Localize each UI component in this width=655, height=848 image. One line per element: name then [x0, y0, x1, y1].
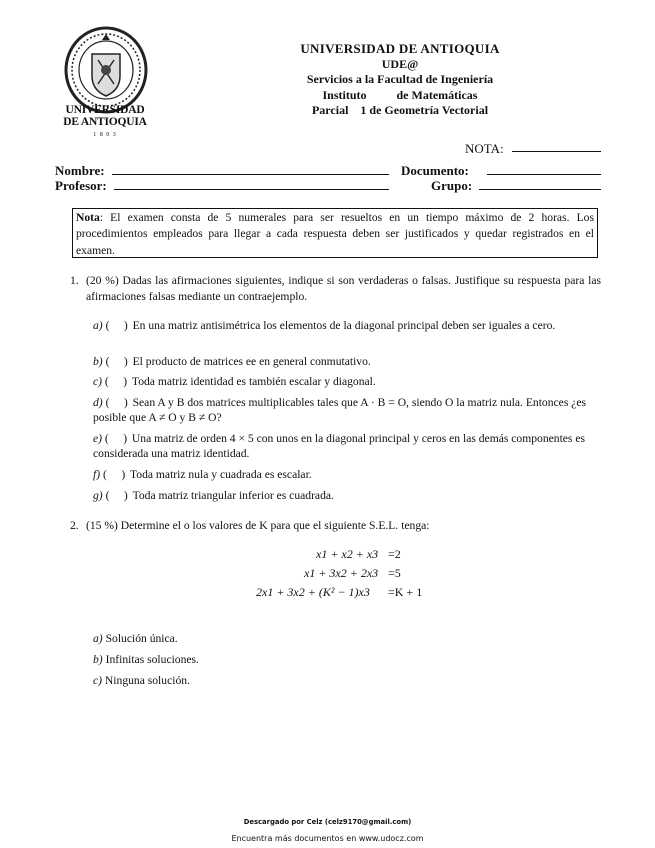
item-text: El producto de matrices ee en general conmutativo.: [132, 355, 371, 368]
nombre-line[interactable]: [112, 174, 389, 175]
item-letter: c): [93, 674, 103, 687]
item-letter: c): [93, 375, 103, 388]
item-text: Toda matriz identidad es también escalar y diagonal.: [131, 375, 376, 388]
item-text: Sean A y B dos matrices multiplicables tales que A · B = O, siendo O la matriz nula. Entonces ¿es posible que A ≠ O y B ≠ O?: [93, 396, 587, 424]
item-letter: d): [93, 396, 103, 409]
logo-year: 1 8 0 3: [93, 132, 117, 138]
documento-line[interactable]: [487, 174, 601, 175]
exam-title: Parcial 1 de Geometría Vectorial: [311, 103, 489, 117]
q2-item-b: [93, 653, 601, 668]
q1-number: 1.: [70, 274, 79, 287]
documento-label: Documento:: [401, 163, 469, 178]
item-letter: b): [93, 355, 103, 368]
q1-item-c: c) ( ) Toda matriz identidad es también escalar y diagonal.: [93, 375, 376, 388]
item-text: Solución única.: [105, 632, 178, 645]
logo-text-line2: DE ANTIOQUIA: [63, 116, 147, 128]
equation-1-rhs: =2: [388, 547, 401, 561]
item-letter: g): [93, 489, 103, 502]
university-title: UNIVERSIDAD DE ANTIOQUIA: [300, 41, 500, 56]
institute-title: Instituto de Matemáticas: [322, 88, 478, 102]
note-text: : El examen consta de 5 numerales para ser resueltos en un tiempo máximo de 2 horas. Los procedimientos empleados para llegar a cada respuesta deben ser justificados y quedar registrados en el examen.: [76, 211, 594, 257]
q1-text: (20 %) Dadas las afirmaciones siguientes, indique si son verdaderas o falsas. Justifique su respuesta para las afirmaciones falsas mediante un contraejemplo.: [86, 274, 601, 303]
nombre-label: Nombre:: [55, 163, 105, 178]
logo-text-line1: UNIVERSIDAD: [65, 104, 145, 116]
item-letter: a): [93, 319, 103, 332]
services-title: Servicios a la Facultad de Ingeniería: [306, 72, 494, 86]
q1-item-d: d) ( ) Sean A y B dos matrices multiplicables tales que A · B = O, siendo O la matriz nula. Entonces ¿es posible que A ≠ O y B ≠ O?: [93, 396, 587, 424]
equation-3-rhs: =K + 1: [388, 585, 423, 599]
q1-item-b: b) ( ) El producto de matrices ee en general conmutativo.: [93, 355, 371, 368]
item-text: Toda matriz triangular inferior es cuadrada.: [132, 489, 334, 502]
q1-item-g: g) ( ) Toda matriz triangular inferior es cuadrada.: [93, 489, 334, 502]
item-letter: a): [93, 632, 103, 645]
item-text: Ninguna solución.: [104, 674, 190, 687]
exam-note-box: [72, 208, 598, 258]
item-text: Infinitas soluciones.: [105, 653, 199, 666]
profesor-line[interactable]: [114, 189, 389, 190]
udocz-link[interactable]: Encuentra más documentos en www.udocz.com: [231, 834, 424, 843]
equation-1-lhs: x1 + x2 + x3: [316, 547, 379, 561]
item-text: En una matriz antisimétrica los elementos de la diagonal principal deben ser iguales a cero.: [132, 319, 556, 332]
equation-3-lhs: 2x1 + 3x2 + (K² − 1)x3: [256, 585, 370, 599]
item-text: Una matriz de orden 4 × 5 con unos en la diagonal principal y ceros en las demás componentes es considerada una matriz identidad.: [93, 432, 586, 460]
equation-2-rhs: =5: [388, 566, 401, 580]
note-label: Nota: [76, 211, 100, 224]
q2-item-c: [93, 674, 601, 689]
grupo-line[interactable]: [479, 189, 601, 190]
item-letter: e): [93, 432, 103, 445]
q1-item-e: e) ( ) Una matriz de orden 4 × 5 con unos en la diagonal principal y ceros en las demás componentes es considerada una matriz identidad.: [93, 432, 586, 460]
program-title: UDE@: [381, 57, 419, 71]
grupo-label: Grupo:: [431, 178, 473, 193]
item-letter: f): [93, 468, 101, 481]
item-letter: b): [93, 653, 103, 666]
q1-item-f: f) ( ) Toda matriz nula y cuadrada es escalar.: [93, 468, 312, 481]
q2-item-a: [93, 632, 601, 647]
q2-text: (15 %) Determine el o los valores de K para que el siguiente S.E.L. tenga:: [86, 519, 430, 532]
nota-line[interactable]: [512, 151, 601, 152]
q1-item-a: a) ( ) En una matriz antisimétrica los elementos de la diagonal principal deben ser iguales a cero.: [93, 319, 556, 332]
nota-label: NOTA:: [465, 141, 504, 156]
profesor-label: Profesor:: [55, 178, 107, 193]
q2-number: 2.: [70, 519, 79, 532]
download-attribution: Descargado por Celz (celz9170@gmail.com): [243, 818, 412, 826]
equation-2-lhs: x1 + 3x2 + 2x3: [304, 566, 379, 580]
item-text: Toda matriz nula y cuadrada es escalar.: [130, 468, 312, 481]
